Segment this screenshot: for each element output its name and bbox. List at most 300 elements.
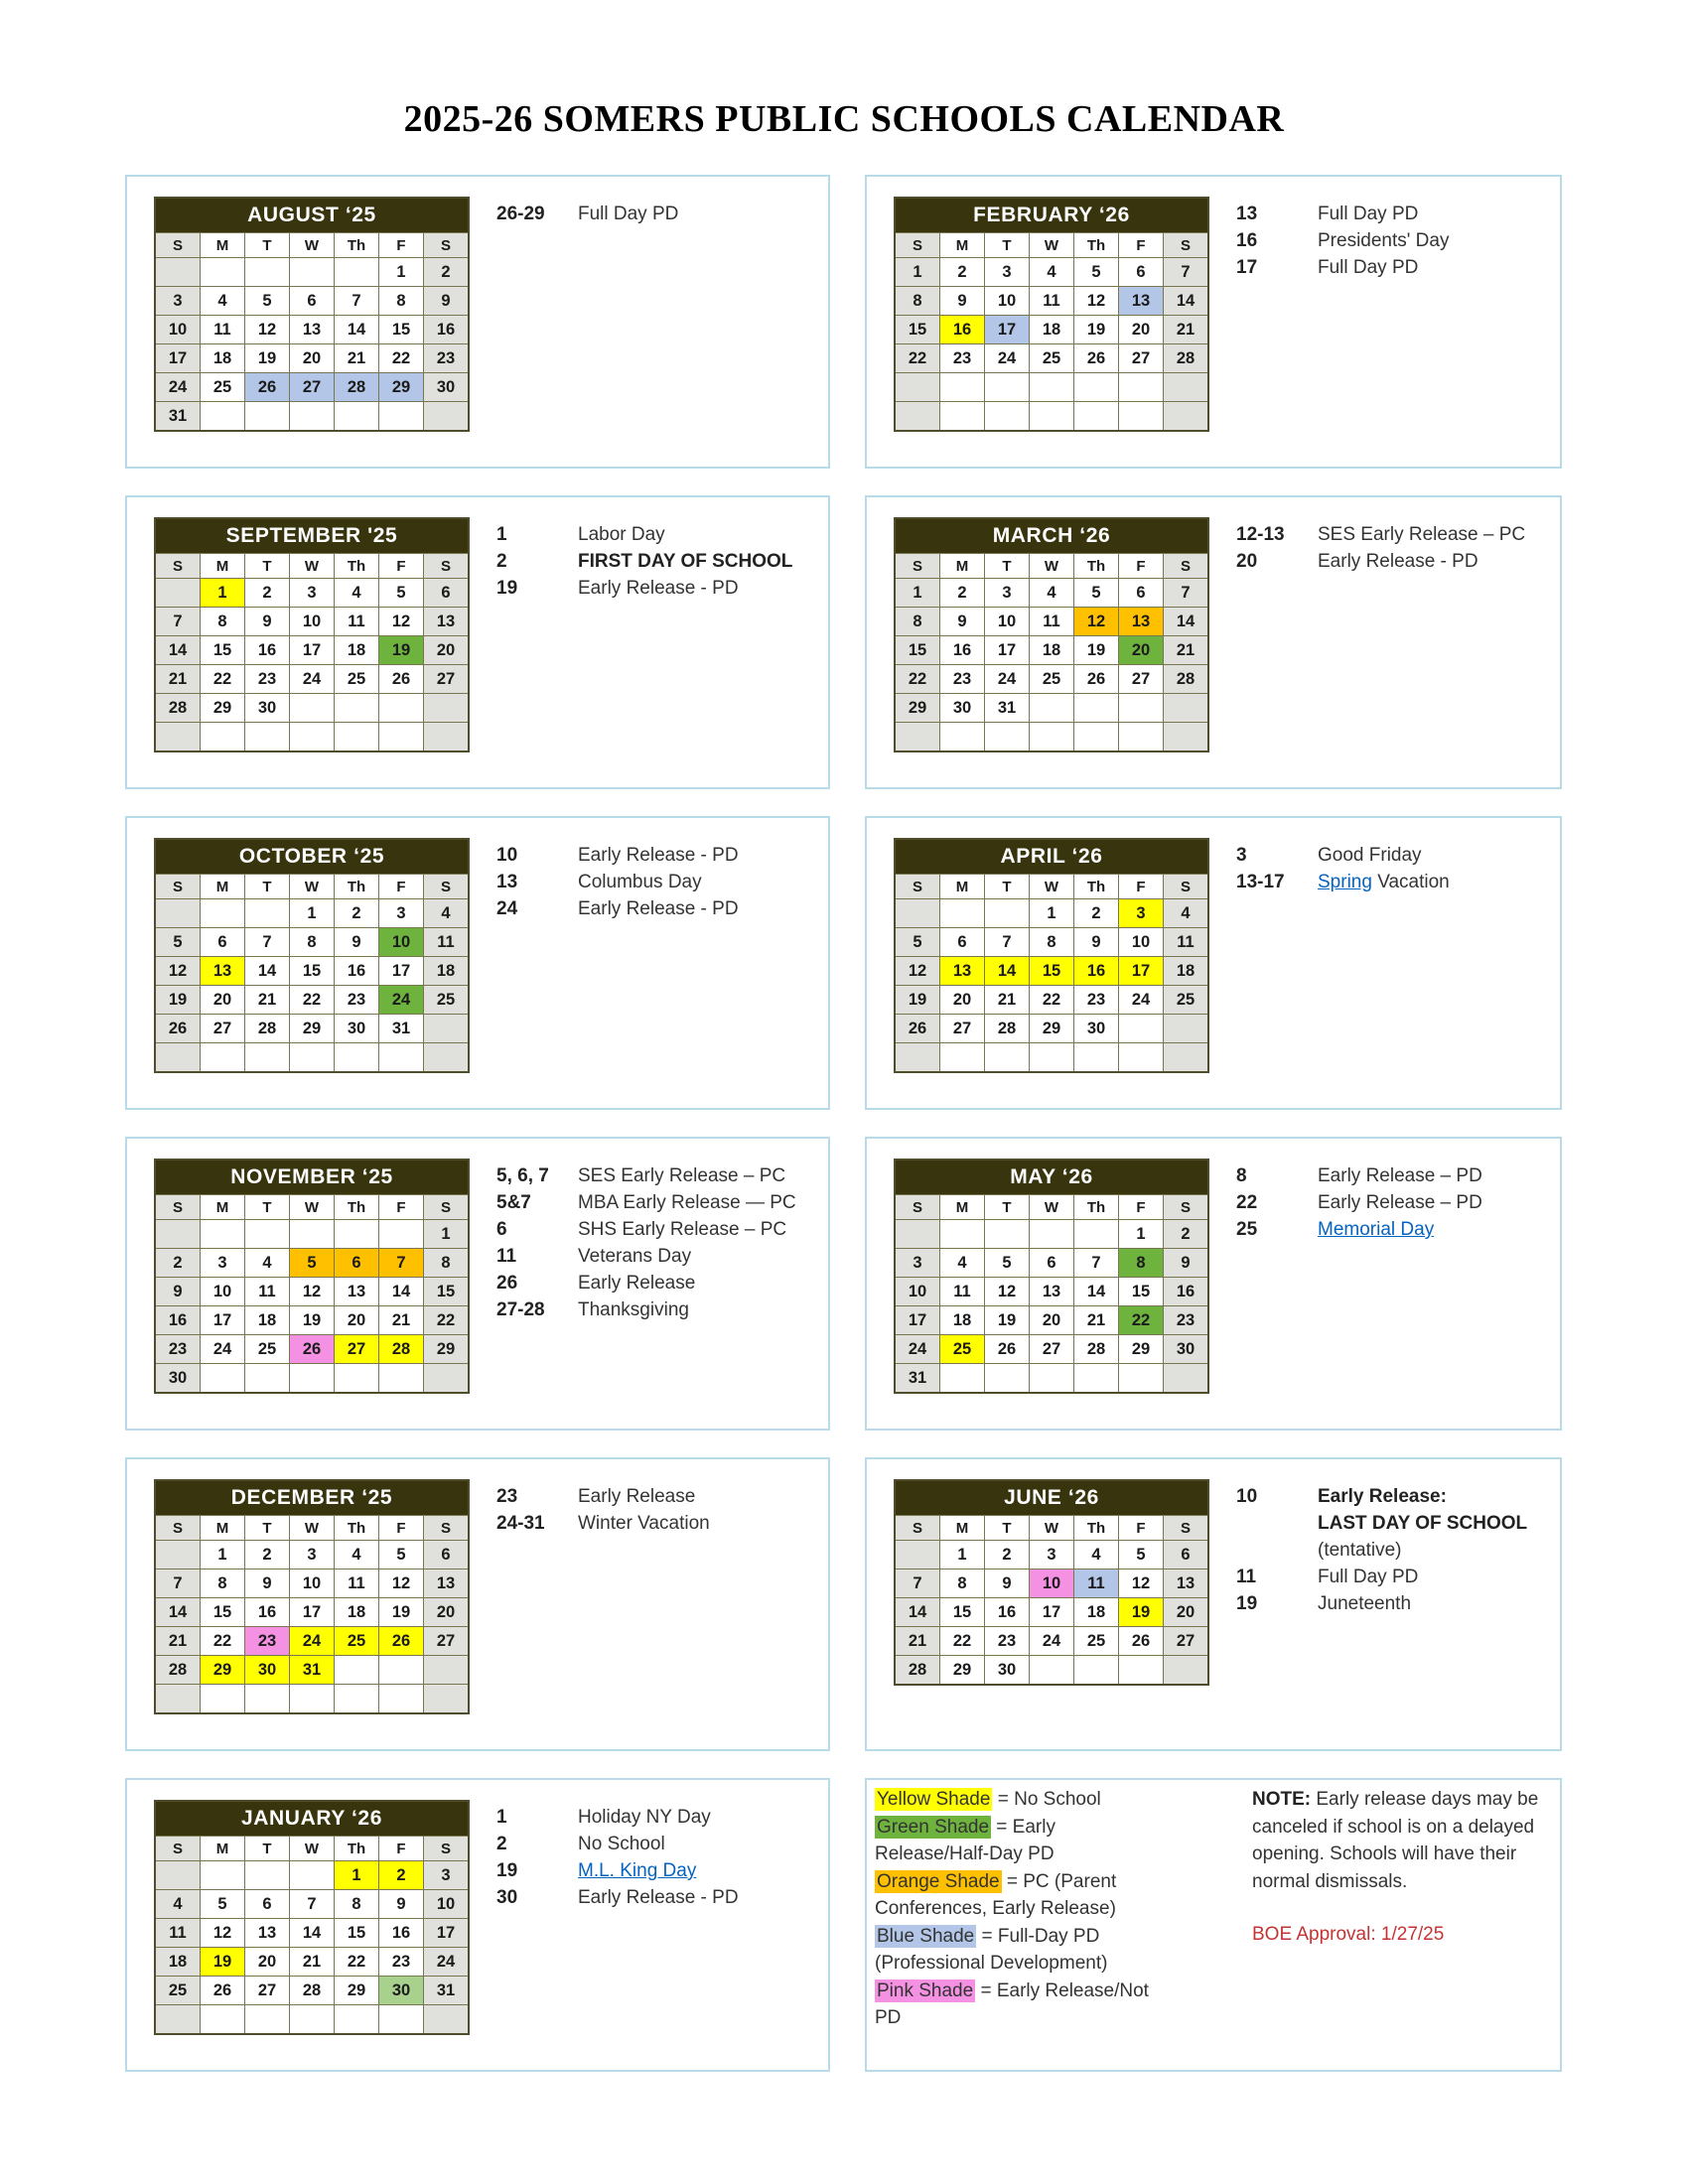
legend-item [875,1786,1240,1814]
day-header-row [155,554,469,579]
day-cell-empty [895,402,940,432]
day-cell-empty [1119,373,1164,402]
day-cell-28: 28 [1074,1335,1119,1364]
day-cell-empty [335,1364,379,1394]
day-header-cell: F [379,1516,424,1541]
day-cell-12: 12 [379,1570,424,1598]
day-header-cell: F [379,1195,424,1220]
day-cell-empty [1164,1656,1209,1686]
week-row [155,957,469,986]
note-text: No School [578,1834,665,1854]
note-day: 3 [1236,845,1247,866]
day-cell-17: 17 [379,957,424,986]
day-header-cell: S [155,1195,201,1220]
week-row [895,1043,1208,1073]
day-cell-6: 6 [424,579,470,608]
day-cell-empty [424,1015,470,1043]
day-cell-empty [245,402,290,432]
note-day [1236,1510,1318,1537]
day-cell-5: 5 [155,928,201,957]
day-cell-29: 29 [1030,1015,1074,1043]
day-cell-25: 25 [940,1335,985,1364]
week-row [155,579,469,608]
week-row [155,986,469,1015]
note-day: 2 [496,1834,507,1854]
week-row [155,1043,469,1073]
day-cell-27: 27 [335,1335,379,1364]
day-header-cell: F [1119,1516,1164,1541]
note-row [496,1510,820,1537]
note-day: 10 [1236,1486,1258,1507]
week-row [895,373,1208,402]
note-text: Full Day PD [1318,204,1419,224]
note-link[interactable]: Memorial Day [1318,1219,1435,1240]
day-cell-3: 3 [985,579,1030,608]
note-row [496,842,820,869]
week-row [155,1335,469,1364]
month-notes [496,521,820,602]
day-cell-empty [155,258,201,287]
day-cell-18: 18 [424,957,470,986]
day-cell-6: 6 [1164,1541,1209,1570]
day-cell-4: 4 [1074,1541,1119,1570]
day-cell-30: 30 [424,373,470,402]
day-cell-empty [335,402,379,432]
note-day: 13 [496,872,518,892]
day-cell-22: 22 [424,1306,470,1335]
day-cell-2: 2 [985,1541,1030,1570]
day-cell-7: 7 [1164,579,1209,608]
day-cell-10: 10 [985,287,1030,316]
day-cell-empty [1074,373,1119,402]
day-cell-23: 23 [985,1627,1030,1656]
day-cell-empty [335,1685,379,1714]
day-cell-3: 3 [1030,1541,1074,1570]
legend-text: Release/Half-Day PD [875,1843,1055,1864]
month-calendar-table [154,1479,470,1714]
day-cell-empty [985,1364,1030,1394]
day-cell-12: 12 [985,1278,1030,1306]
day-cell-16: 16 [245,1598,290,1627]
day-cell-16: 16 [940,636,985,665]
day-cell-empty [1164,373,1209,402]
day-header-cell: T [245,1837,290,1861]
week-row [155,1220,469,1249]
day-cell-empty [1119,1364,1164,1394]
day-cell-empty [1030,1364,1074,1394]
day-cell-empty [201,1043,245,1073]
day-header-row [895,554,1208,579]
day-cell-1: 1 [379,258,424,287]
day-cell-11: 11 [335,608,379,636]
note-row [496,1884,820,1911]
legend-line [875,1895,1240,1923]
day-header-cell: T [985,1195,1030,1220]
day-cell-empty [155,899,201,928]
day-cell-empty [424,694,470,723]
day-cell-empty [201,1220,245,1249]
day-header-cell: F [379,875,424,899]
day-cell-empty [201,1861,245,1890]
day-cell-4: 4 [201,287,245,316]
legend-and-note-box [865,1778,1562,2072]
month-box-april-26 [865,816,1562,1110]
day-cell-11: 11 [940,1278,985,1306]
day-cell-23: 23 [1074,986,1119,1015]
day-cell-empty [895,1220,940,1249]
day-cell-10: 10 [201,1278,245,1306]
day-cell-11: 11 [245,1278,290,1306]
day-cell-26: 26 [379,665,424,694]
note-day [1236,1537,1318,1564]
day-cell-empty [940,723,985,752]
day-cell-6: 6 [290,287,335,316]
day-cell-25: 25 [155,1977,201,2005]
day-cell-empty [155,1043,201,1073]
day-cell-6: 6 [201,928,245,957]
day-cell-24: 24 [895,1335,940,1364]
day-cell-empty [1074,1364,1119,1394]
day-header-cell: M [201,1516,245,1541]
day-cell-empty [895,373,940,402]
day-cell-17: 17 [1119,957,1164,986]
day-cell-17: 17 [985,316,1030,344]
day-cell-31: 31 [290,1656,335,1685]
day-cell-27: 27 [201,1015,245,1043]
day-header-cell: M [201,233,245,258]
note-day: 23 [496,1486,518,1507]
note-text: Holiday NY Day [578,1807,711,1828]
day-cell-17: 17 [424,1919,470,1948]
note-text: Early Release [578,1486,696,1507]
day-cell-6: 6 [335,1249,379,1278]
day-header-cell: T [985,233,1030,258]
day-cell-20: 20 [424,1598,470,1627]
note-day: 17 [1236,257,1258,278]
day-cell-10: 10 [985,608,1030,636]
note-text: Early Release - PD [578,578,739,599]
day-cell-15: 15 [290,957,335,986]
day-cell-9: 9 [1164,1249,1209,1278]
note-body: Early release days may be canceled if school is on a delayed opening. Schools will have their normal dismissals. [1252,1789,1539,1892]
week-row [155,1685,469,1714]
day-cell-empty [379,1685,424,1714]
day-cell-15: 15 [201,1598,245,1627]
day-header-cell: F [379,233,424,258]
day-cell-7: 7 [895,1570,940,1598]
day-cell-29: 29 [201,1656,245,1685]
day-cell-29: 29 [335,1977,379,2005]
day-cell-27: 27 [1030,1335,1074,1364]
day-cell-8: 8 [335,1890,379,1919]
day-cell-empty [335,694,379,723]
day-cell-5: 5 [1074,579,1119,608]
week-row [155,928,469,957]
day-cell-empty [940,402,985,432]
week-row [155,1890,469,1919]
day-header-cell: S [895,875,940,899]
legend-text: Conferences, Early Release) [875,1898,1116,1919]
day-cell-11: 11 [335,1570,379,1598]
month-notes [496,1162,820,1323]
day-cell-21: 21 [1074,1306,1119,1335]
day-cell-28: 28 [155,694,201,723]
day-header-cell: M [201,1195,245,1220]
day-cell-15: 15 [335,1919,379,1948]
day-cell-7: 7 [290,1890,335,1919]
day-cell-4: 4 [155,1890,201,1919]
day-cell-30: 30 [1164,1335,1209,1364]
day-cell-empty [201,402,245,432]
note-text: Early Release – PD [1318,1192,1482,1213]
day-cell-empty [290,1861,335,1890]
week-row [155,1015,469,1043]
month-notes [1236,201,1552,281]
day-cell-15: 15 [201,636,245,665]
day-cell-1: 1 [201,579,245,608]
note-day: 10 [496,845,518,866]
note-text: Full Day PD [578,204,679,224]
day-cell-1: 1 [1030,899,1074,928]
day-cell-7: 7 [245,928,290,957]
day-cell-6: 6 [1119,579,1164,608]
day-cell-21: 21 [1164,636,1209,665]
legend-swatch-green: Green Shade [877,1816,990,1838]
day-cell-26: 26 [1119,1627,1164,1656]
day-cell-29: 29 [424,1335,470,1364]
day-cell-28: 28 [155,1656,201,1685]
day-cell-empty [1164,723,1209,752]
note-row [1236,1189,1552,1216]
note-text: Early Release - PD [578,845,739,866]
note-day: 26-29 [496,204,545,224]
day-cell-18: 18 [1030,316,1074,344]
note-day: 19 [496,578,518,599]
month-title: SEPTEMBER '25 [155,518,469,554]
day-cell-14: 14 [335,316,379,344]
day-cell-2: 2 [335,899,379,928]
day-cell-10: 10 [1119,928,1164,957]
month-box-february-26 [865,175,1562,469]
note-row [496,869,820,895]
note-row [496,1270,820,1297]
day-cell-8: 8 [1119,1249,1164,1278]
day-cell-2: 2 [155,1249,201,1278]
day-cell-empty [1074,402,1119,432]
day-header-cell: M [201,1837,245,1861]
day-cell-29: 29 [379,373,424,402]
month-notes [1236,842,1552,895]
day-cell-9: 9 [940,287,985,316]
day-cell-6: 6 [424,1541,470,1570]
note-row [496,548,820,575]
day-cell-20: 20 [335,1306,379,1335]
day-header-cell: S [155,1837,201,1861]
day-cell-empty [155,1541,201,1570]
day-cell-25: 25 [1030,665,1074,694]
day-cell-empty [379,1364,424,1394]
legend-text: PD [875,2007,902,2028]
week-row [895,1627,1208,1656]
day-cell-empty [940,1364,985,1394]
week-row [895,1249,1208,1278]
day-cell-1: 1 [895,258,940,287]
day-cell-4: 4 [424,899,470,928]
note-day: 1 [496,1807,507,1828]
day-cell-empty [155,1861,201,1890]
day-cell-17: 17 [895,1306,940,1335]
day-cell-28: 28 [335,373,379,402]
day-cell-empty [201,2005,245,2035]
day-cell-24: 24 [985,665,1030,694]
day-cell-19: 19 [379,636,424,665]
day-cell-empty [155,579,201,608]
note-day: 5, 6, 7 [496,1165,549,1186]
day-cell-19: 19 [155,986,201,1015]
day-cell-27: 27 [1119,665,1164,694]
day-cell-26: 26 [245,373,290,402]
week-row [895,1278,1208,1306]
day-cell-3: 3 [985,258,1030,287]
day-cell-19: 19 [895,986,940,1015]
day-cell-12: 12 [379,608,424,636]
day-cell-6: 6 [245,1890,290,1919]
day-cell-8: 8 [1030,928,1074,957]
day-cell-empty [1030,1220,1074,1249]
day-cell-empty [201,1364,245,1394]
day-cell-12: 12 [1074,287,1119,316]
day-cell-13: 13 [1030,1278,1074,1306]
day-cell-17: 17 [1030,1598,1074,1627]
day-header-cell: Th [335,233,379,258]
note-text: Early Release: [1318,1486,1447,1507]
day-cell-23: 23 [940,344,985,373]
note-text: Thanksgiving [578,1299,689,1320]
day-cell-22: 22 [290,986,335,1015]
day-cell-25: 25 [1074,1627,1119,1656]
day-cell-1: 1 [290,899,335,928]
day-cell-10: 10 [155,316,201,344]
day-cell-22: 22 [201,1627,245,1656]
month-calendar-table [894,517,1209,752]
day-cell-15: 15 [379,316,424,344]
week-row [895,608,1208,636]
day-cell-7: 7 [335,287,379,316]
day-cell-5: 5 [379,1541,424,1570]
day-cell-4: 4 [940,1249,985,1278]
week-row [155,373,469,402]
day-cell-empty [1074,1043,1119,1073]
day-cell-23: 23 [245,1627,290,1656]
day-cell-empty [1164,1015,1209,1043]
day-cell-28: 28 [245,1015,290,1043]
day-cell-20: 20 [1164,1598,1209,1627]
legend-line [875,1950,1240,1978]
day-cell-16: 16 [245,636,290,665]
day-cell-7: 7 [1164,258,1209,287]
day-cell-empty [1030,1656,1074,1686]
day-cell-20: 20 [424,636,470,665]
shade-legend [875,1786,1240,2070]
day-cell-22: 22 [201,665,245,694]
day-header-cell: M [201,554,245,579]
month-box-september-25 [125,495,830,789]
day-cell-24: 24 [379,986,424,1015]
day-cell-4: 4 [1030,579,1074,608]
day-header-cell: F [1119,233,1164,258]
week-row [895,1598,1208,1627]
day-cell-empty [379,1656,424,1685]
day-header-cell: S [1164,1195,1209,1220]
day-cell-13: 13 [201,957,245,986]
day-cell-26: 26 [201,1977,245,2005]
day-cell-6: 6 [1119,258,1164,287]
week-row [895,928,1208,957]
day-cell-5: 5 [201,1890,245,1919]
day-cell-12: 12 [895,957,940,986]
day-cell-12: 12 [1119,1570,1164,1598]
note-text: Good Friday [1318,845,1422,866]
note-day: 24 [496,898,518,919]
note-link[interactable]: Spring [1318,872,1372,892]
week-row [155,402,469,432]
day-cell-26: 26 [379,1627,424,1656]
day-cell-17: 17 [985,636,1030,665]
day-cell-10: 10 [1030,1570,1074,1598]
note-row [1236,869,1552,895]
week-row [155,1656,469,1685]
day-cell-13: 13 [245,1919,290,1948]
day-cell-16: 16 [985,1598,1030,1627]
month-calendar-table [154,1800,470,2035]
day-cell-15: 15 [940,1598,985,1627]
day-header-cell: Th [1074,233,1119,258]
month-title: FEBRUARY ‘26 [895,198,1208,233]
note-row [496,1857,820,1884]
day-cell-16: 16 [940,316,985,344]
day-cell-22: 22 [1030,986,1074,1015]
note-row [1236,521,1552,548]
day-cell-6: 6 [940,928,985,957]
week-row [895,636,1208,665]
note-day: 30 [496,1887,518,1908]
note-row [1236,1537,1552,1564]
day-cell-empty [1030,1043,1074,1073]
day-cell-14: 14 [1164,608,1209,636]
day-cell-22: 22 [1119,1306,1164,1335]
day-cell-13: 13 [335,1278,379,1306]
day-cell-empty [985,723,1030,752]
note-row [1236,254,1552,281]
day-cell-27: 27 [424,665,470,694]
day-header-cell: S [1164,554,1209,579]
day-cell-18: 18 [940,1306,985,1335]
month-calendar-table [894,838,1209,1073]
day-header-cell: F [1119,875,1164,899]
day-cell-23: 23 [155,1335,201,1364]
week-row [155,1598,469,1627]
day-cell-3: 3 [155,287,201,316]
day-header-row [155,1195,469,1220]
day-cell-19: 19 [379,1598,424,1627]
week-row [155,344,469,373]
day-cell-30: 30 [1074,1015,1119,1043]
day-cell-20: 20 [290,344,335,373]
day-cell-13: 13 [1119,287,1164,316]
week-row [895,258,1208,287]
note-text: Full Day PD [1318,257,1419,278]
note-link[interactable]: M.L. King Day [578,1860,697,1881]
